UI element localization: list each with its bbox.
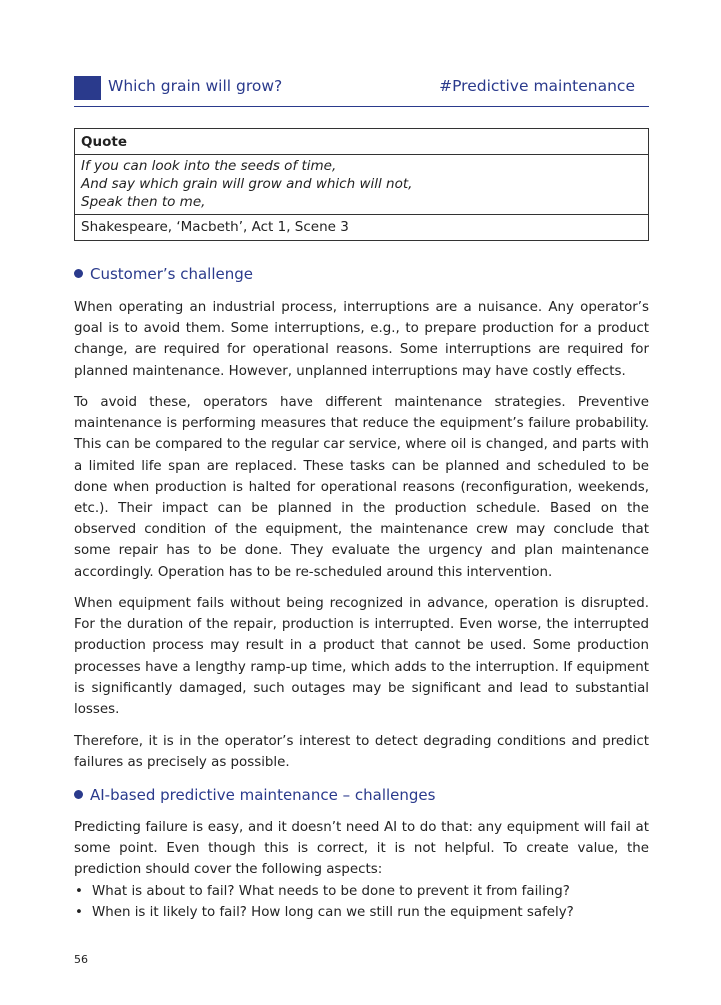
header-tag: #Predictive maintenance [439, 77, 635, 95]
section-heading-text: AI-based predictive maintenance – challenges [90, 786, 436, 804]
header-square-icon [74, 76, 101, 100]
quote-line: If you can look into the seeds of time, [81, 158, 337, 174]
list-item: • What is about to fail? What needs to be done to prevent it from failing? [74, 881, 649, 902]
quote-line: And say which grain will grow and which will not, [81, 176, 413, 192]
header-title: Which grain will grow? [108, 77, 283, 95]
section-heading-text: Customer’s challenge [90, 265, 253, 283]
header-rule [74, 106, 649, 107]
quote-line: Speak then to me, [81, 194, 206, 210]
quote-body-row [75, 155, 649, 215]
bullet-dot-icon [74, 790, 83, 799]
quote-body [75, 155, 649, 215]
section-heading-customers-challenge [74, 265, 253, 283]
bullet-dot-icon [74, 269, 83, 278]
paragraph: Therefore, it is in the operator’s interest to detect degrading conditions and predict failures as precisely as possible. [74, 734, 649, 771]
section-heading-ai-challenges [74, 786, 435, 804]
quote-table [74, 128, 649, 241]
paragraph: Predicting failure is easy, and it doesn’t need AI to do that: any equipment will fail at some point. Even though this is correct, it is not helpful. To create value, the prediction should cover the following aspects: [74, 820, 649, 878]
page-number: 56 [74, 953, 88, 966]
quote-source: Shakespeare, ‘Macbeth’, Act 1, Scene 3 [75, 215, 649, 241]
paragraph: To avoid these, operators have different maintenance strategies. Preventive maintenance is performing measures that reduce the equipment’s failure probability. This can be compared to the regular car service, where oil is changed, and parts with a limited life span are replaced. These tasks can be planned and scheduled to be done when production is halted for operational reasons (reconfiguration, weekends, etc.). Their impact can be planned in the production schedule. Based on the observed condition of the equipment, the maintenance crew may conclude that some repair has to be done. They evaluate the urgency and plan maintenance accordingly. Operation has to be re-scheduled around this intervention. [74, 395, 649, 580]
page-header [74, 76, 649, 100]
quote-heading-row [75, 129, 649, 155]
paragraph: When operating an industrial process, interruptions are a nuisance. Any operator’s goal is to avoid them. Some interruptions, e.g., to prepare production for a product change, are required for operational reasons. Some interruptions are required for planned maintenance. However, unplanned interruptions may have costly effects. [74, 300, 649, 379]
bullet-list [74, 881, 649, 923]
paragraph: When equipment fails without being recognized in advance, operation is disrupted. For the duration of the repair, production is interrupted. Even worse, the interrupted production process may result in a product that cannot be used. Some production processes have a lengthy ramp-up time, which adds to the interruption. If equipment is significantly damaged, such outages may be significant and lead to substantial losses. [74, 596, 649, 718]
list-item: • When is it likely to fail? How long can we still run the equipment safely? [74, 902, 649, 923]
quote-source-row [75, 215, 649, 241]
quote-heading: Quote [75, 129, 649, 155]
